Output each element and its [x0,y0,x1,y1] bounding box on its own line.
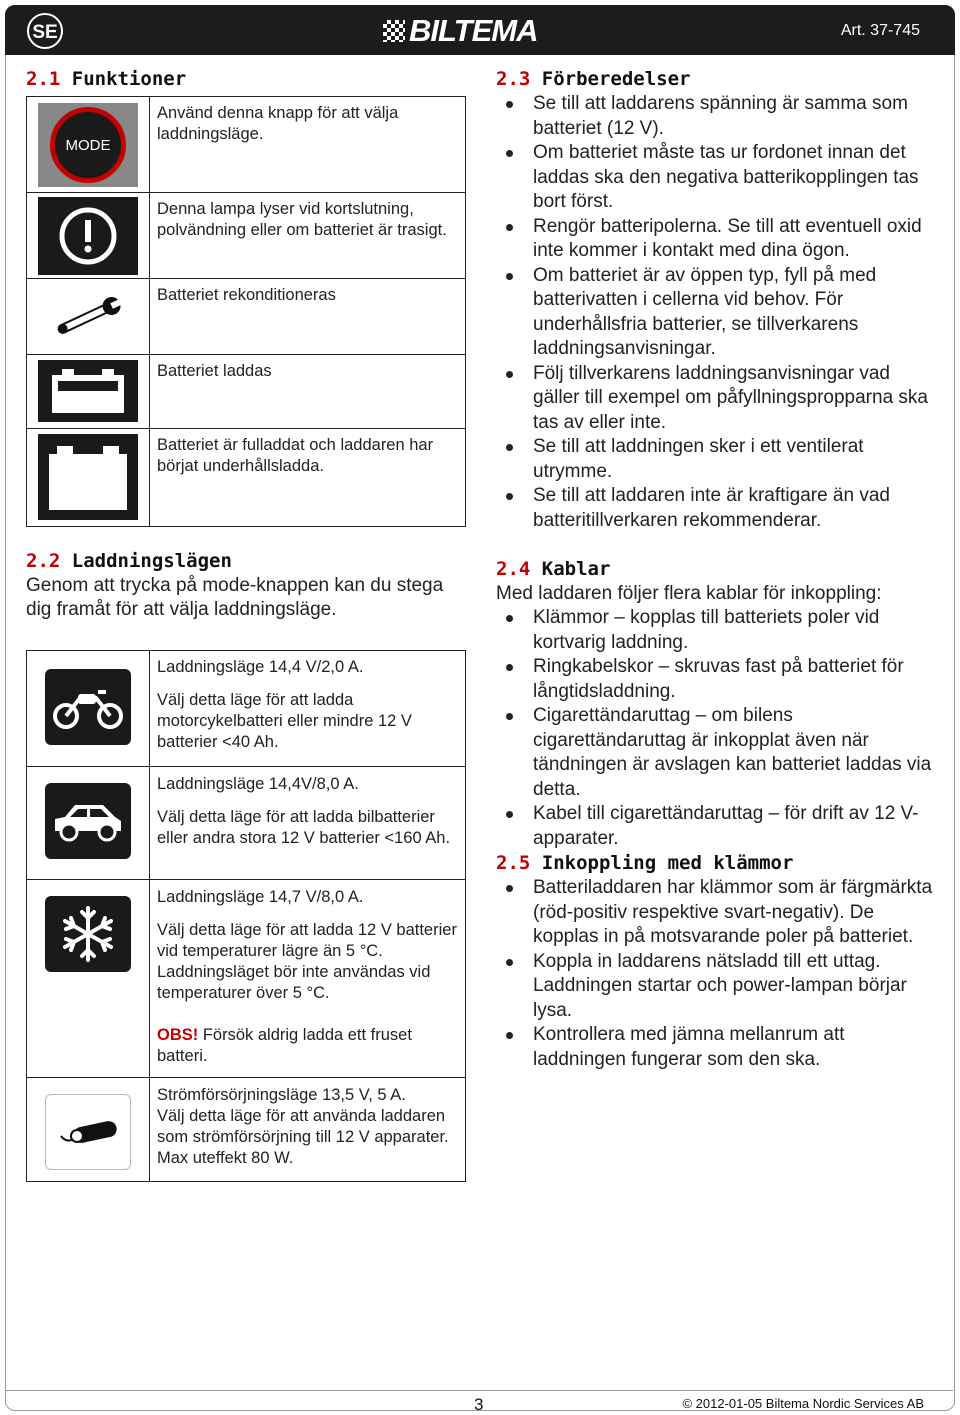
wrench-icon [38,282,138,352]
article-number: Art. 37-745 [840,22,920,39]
battery-full-icon [38,434,138,520]
list-item: Kontrollera med jämna mellanrum att laddningen fungerar som den ska. [496,1023,936,1072]
row-text: Denna lampa lyser vid kortslutning, polvändning eller om batteriet är trasigt. [150,193,466,279]
snowflake-icon [45,896,131,972]
section-2-4-intro: Med laddaren följer flera kablar för inkoppling: [496,583,882,604]
warning-exclamation-icon [38,197,138,275]
section-2-1-heading: 2.1 Funktioner [26,68,187,90]
cables-list [496,606,936,851]
list-item: Klämmor – kopplas till batteriets poler vid kortvarig laddning. [496,606,936,655]
list-item: Kabel till cigarettändaruttag – för drift av 12 V-apparater. [496,802,936,851]
mode-description: Välj detta läge för att ladda bilbatterier eller andra stora 12 V batterier <160 Ah. [157,808,451,847]
modes-table [26,650,466,1182]
brand-name: BILTEMA [409,13,538,48]
list-item: Batteriladdaren har klämmor som är färgmärkta (röd-positiv respektive svart-negativ). De kopplas in på motsvarande poler på batteriet. [496,876,936,950]
list-item: Om batteriet måste tas ur fordonet innan det laddas ska den negativa batterikopplingen tas bort först. [496,141,936,215]
list-item: Se till att laddarens spänning är samma som batteriet (12 V). [496,92,936,141]
table-row [27,429,466,527]
page-header [5,5,955,55]
row-text: Batteriet laddas [150,355,466,429]
functions-table [26,96,466,527]
obs-warning [157,1025,459,1067]
list-item: Se till att laddningen sker i ett ventilerat utrymme. [496,435,936,484]
footer-divider [5,1390,953,1391]
section-2-4-heading: 2.4 Kablar [496,558,611,580]
obs-label: OBS! [157,1026,199,1044]
obs-text: Försök aldrig ladda ett fruset batteri. [157,1026,412,1065]
section-2-5-heading: 2.5 Inkoppling med klämmor [496,852,794,874]
table-row [27,651,466,767]
list-item: Se till att laddaren inte är kraftigare än vad batteritillverkaren rekommenderar. [496,484,936,533]
list-item: Följ tillverkarens laddningsanvisningar vad gäller till exempel om påfyllningspropparna ska tas av eller inte. [496,362,936,436]
row-text: Använd denna knapp för att välja laddningsläge. [150,97,466,193]
mode-heading: Laddningsläge 14,7 V/8,0 A. [157,888,364,906]
table-row [27,880,466,1078]
mode-heading: Laddningsläge 14,4V/8,0 A. [157,775,359,793]
table-row [27,1078,466,1182]
list-item: Om batteriet är av öppen typ, fyll på med batterivatten i cellerna vid behov. För underhållsfria batterier, se tillverkarens laddningsanvisningar. [496,264,936,362]
mode-description: Välj detta läge för att ladda 12 V batterier vid temperaturer lägre än 5 °C. Laddningsläget bör inte användas vid temperaturer över 5 °C. [157,921,457,1002]
page-number: 3 [474,1395,484,1414]
mode-description: Välj detta läge för att ladda motorcykelbatteri eller mindre 12 V batterier <40 Ah. [157,691,412,751]
copyright-notice: © 2012-01-05 Biltema Nordic Services AB [682,1396,924,1411]
power-plug-icon [45,1094,131,1170]
section-2-2-intro: Genom att trycka på mode-knappen kan du stega dig framåt för att välja laddningsläge. [26,575,444,620]
list-item: Rengör batteripolerna. Se till att eventuell oxid inte kommer i kontakt med dina ögon. [496,215,936,264]
mode-heading: Strömförsörjningsläge 13,5 V, 5 A. [157,1086,406,1104]
mode-heading: Laddningsläge 14,4 V/2,0 A. [157,658,364,676]
car-icon [45,783,131,859]
row-text: Batteriet är fulladdat och laddaren har börjat underhållsladda. [150,429,466,527]
list-item: Koppla in laddarens nätsladd till ett uttag. Laddningen startar och power-lampan börjar lysa. [496,950,936,1024]
table-row [27,767,466,880]
table-row [27,97,466,193]
list-item: Ringkabelskor – skruvas fast på batteriet för långtidsladdning. [496,655,936,704]
table-row [27,355,466,429]
section-2-2-heading: 2.2 Laddningslägen [26,550,232,572]
motorcycle-icon [45,669,131,745]
section-2-3-heading: 2.3 Förberedelser [496,68,691,90]
row-text: Batteriet rekonditioneras [150,279,466,355]
battery-charging-icon [38,360,138,422]
country-badge: SE [27,13,63,49]
table-row [27,193,466,279]
mode-description: Välj detta läge för att använda laddaren som strömförsörjning till 12 V apparater. Max uteffekt 80 W. [157,1107,449,1167]
table-row [27,279,466,355]
preparations-list [496,92,936,533]
checkered-flag-icon [383,20,405,42]
clamp-connection-list [496,876,936,1072]
mode-button-icon[interactable]: MODE [50,107,126,183]
list-item: Cigarettändaruttag – om bilens cigarettändaruttag är inkopplat även när tändningen är avslagen kan batteriet laddas via detta. [496,704,936,802]
brand-logo [383,13,538,48]
